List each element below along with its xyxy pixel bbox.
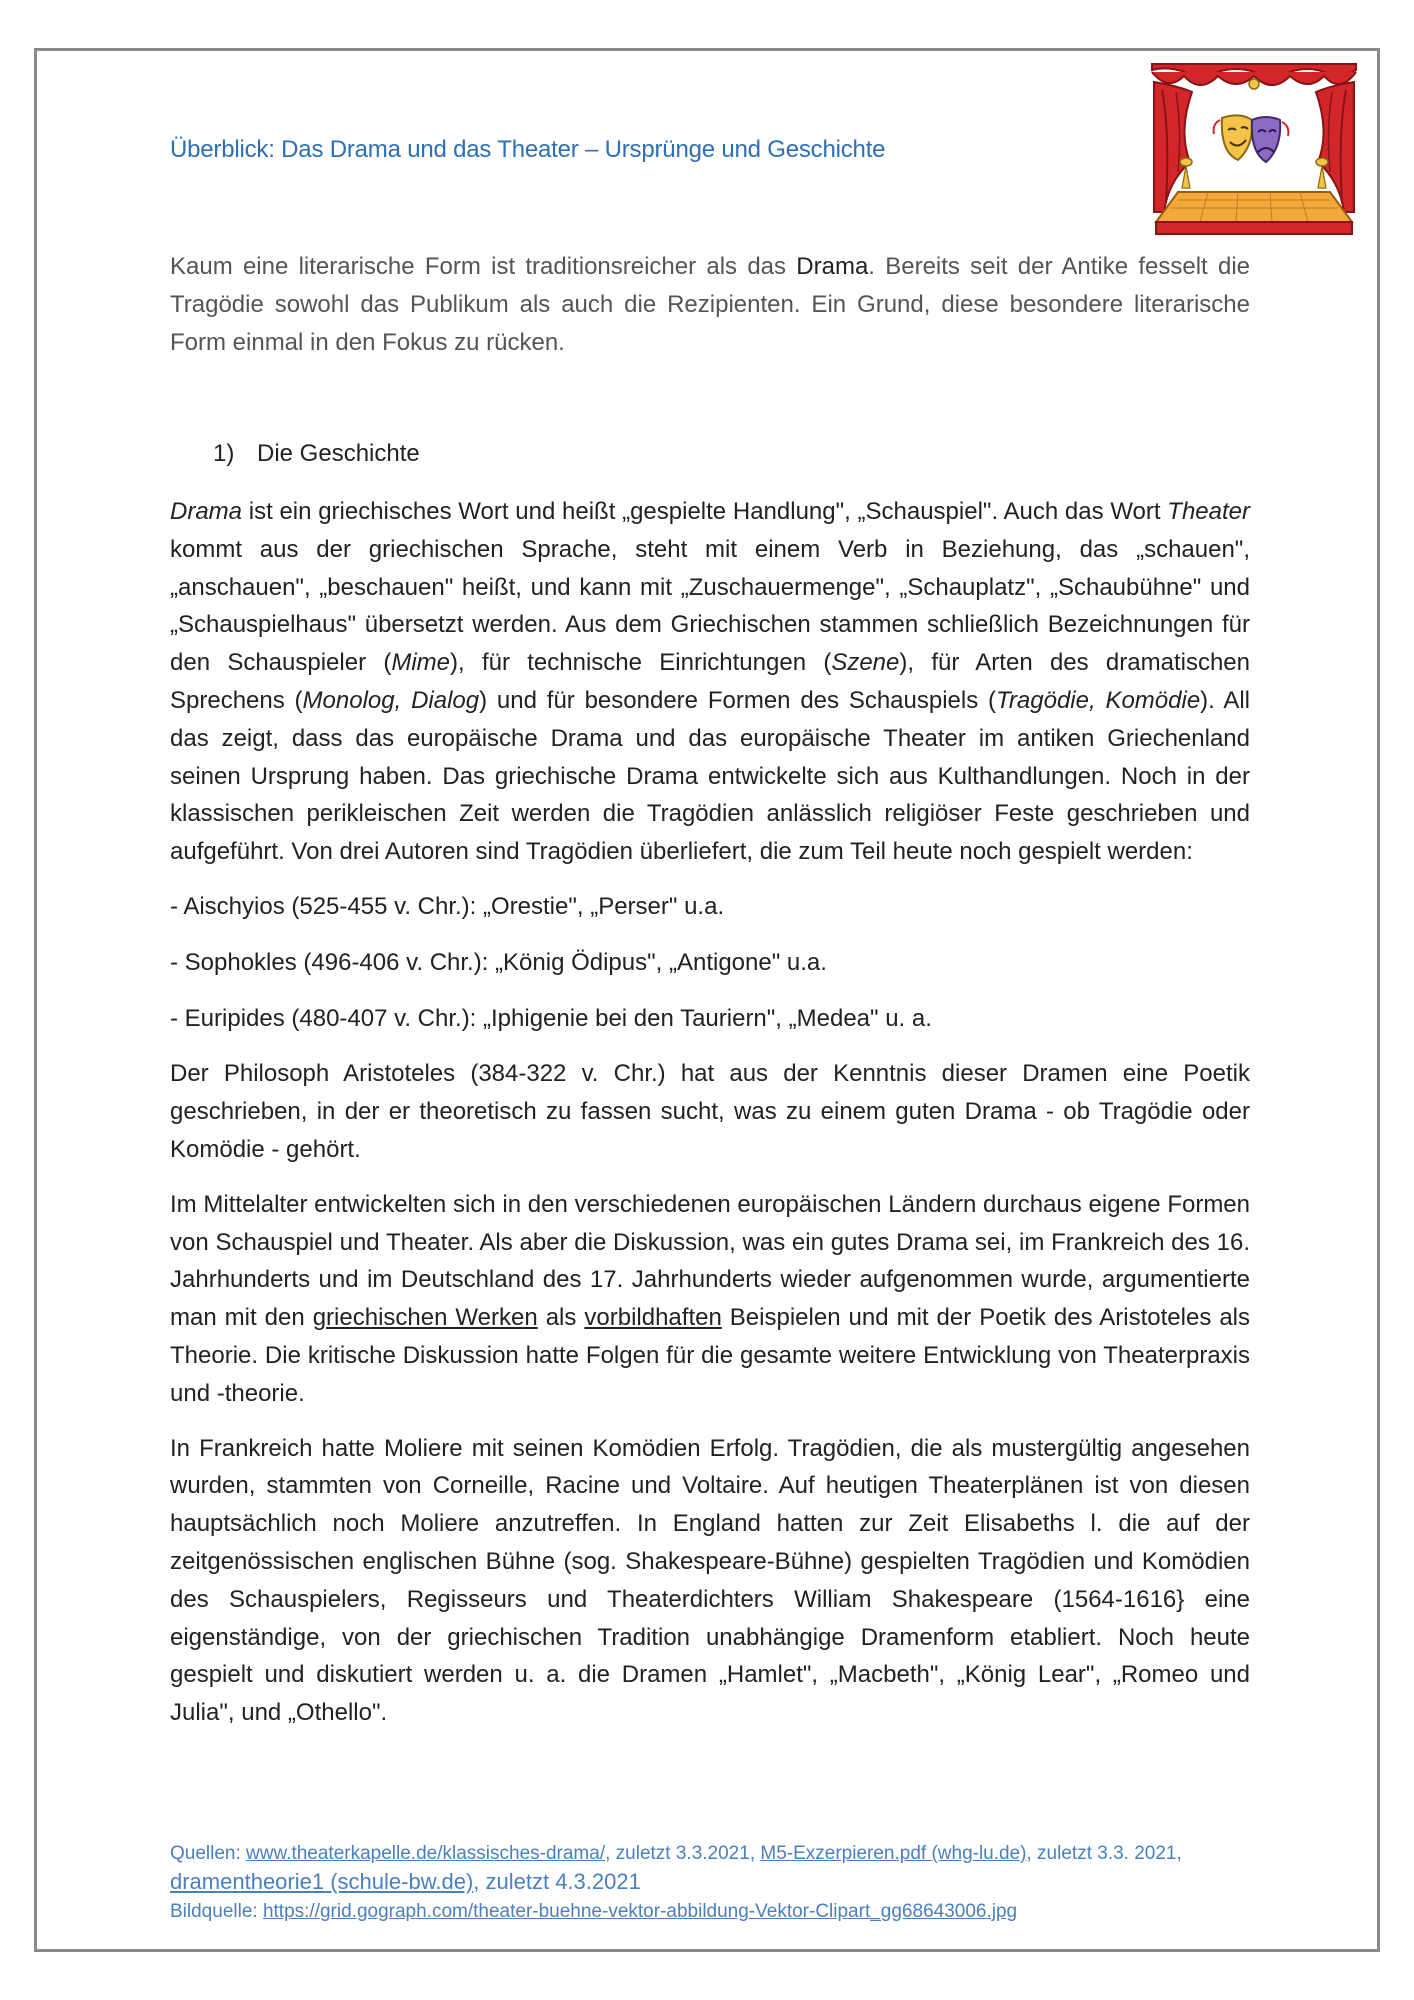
sources-footer: Quellen: www.theaterkapelle.de/klassisches-drama/, zuletzt 3.3.2021, M5-Exzerpieren.pdf (whg-lu.de), zuletzt 3.3. 2021, dramentheorie1 (schule-bw.de), zuletzt 4.3.2021 Bildquelle: https://grid.gograph.com/theater-buehne-vektor-abbildung-Vektor-Clipart_gg68643006.jpg: [170, 1843, 1182, 1922]
list-item: - Euripides (480-407 v. Chr.): „Iphigenie bei den Tauriern", „Medea" u. a.: [170, 1004, 932, 1032]
image-source-link[interactable]: https://grid.gograph.com/theater-buehne-vektor-abbildung-Vektor-Clipart_gg68643006.jpg: [262, 1901, 1018, 1922]
section-heading: [213, 440, 420, 468]
section-title: Die Geschichte: [257, 440, 420, 467]
list-item: - Aischyios (525-455 v. Chr.): „Orestie", „Perser" u.a.: [170, 892, 725, 920]
intro-paragraph: Kaum eine literarische Form ist traditionsreicher als das Drama. Bereits seit der Antike fesselt die Tragödie sowohl das Publikum als auch die Rezipienten. Ein Grund, diese besondere literarische Form einmal in den Fokus zu rücken.: [170, 253, 1251, 356]
section-number: 1): [213, 440, 235, 467]
paragraph-aristoteles: Der Philosoph Aristoteles (384-322 v. Chr.) hat aus der Kenntnis dieser Dramen eine Poetik geschrieben, in der er theoretisch zu fassen sucht, was zu einem guten Drama - ob Tragödie oder Komödie - gehört.: [170, 1060, 1250, 1163]
source-link-whg[interactable]: M5-Exzerpieren.pdf (whg-lu.de): [760, 1843, 1027, 1864]
page-title: Überblick: Das Drama und das Theater – Ursprünge und Geschichte: [170, 136, 886, 163]
keyword-drama: Drama: [796, 253, 869, 280]
source-link-theaterkapelle[interactable]: www.theaterkapelle.de/klassisches-drama/: [246, 1843, 606, 1864]
paragraph-mittelalter: Im Mittelalter entwickelten sich in den verschiedenen europäischen Ländern durchaus eigene Formen von Schauspiel und Theater. Als aber die Diskussion, was ein gutes Drama sei, im Frankreich des 16. Jahrhunderts und im Deutschland des 17. Jahrhunderts wieder aufgenommen wurde, argumentierte man mit den griechischen Werken als vorbildhaften Beispielen und mit der Poetik des Aristoteles als Theorie. Die kritische Diskussion hatte Folgen für die gesamte weitere Entwicklung von Theaterpraxis und -theorie.: [170, 1190, 1251, 1407]
theater-stage-masks-illustration: [1148, 62, 1360, 238]
paragraph-origin: Drama ist ein griechisches Wort und heißt „gespielte Handlung", „Schauspiel". Auch das Wort Theater kommt aus der griechischen Sprache, steht mit einem Verb in Beziehung, das „schauen", „anschauen", „beschauen" heißt, und kann mit „Zuschauermenge", „Schauplatz", „Schaubühne" und „Schauspielhaus" übersetzt werden. Aus dem Griechischen stammen schließlich Bezeichnungen für den Schauspieler (Mime), für technische Einrichtungen (Szene), für Arten des dramatischen Sprechens (Monolog, Dialog) und für besondere Formen des Schauspiels (Tragödie, Komödie). All das zeigt, dass das europäische Drama und das europäische Theater im antiken Griechenland seinen Ursprung haben. Das griechische Drama entwickelte sich aus Kulthandlungen. Noch in der klassischen perikleischen Zeit werden die Tragödien anlässlich religiöser Feste geschrieben und aufgeführt. Von drei Autoren sind Tragödien überliefert, die zum Teil heute noch gespielt werden:: [170, 498, 1250, 866]
list-item: - Sophokles (496-406 v. Chr.): „König Ödipus", „Antigone" u.a.: [170, 948, 827, 976]
source-link-schule-bw[interactable]: dramentheorie1 (schule-bw.de): [170, 1869, 474, 1894]
main-text: [170, 493, 1250, 1749]
paragraph-frankreich-england: In Frankreich hatte Moliere mit seinen Komödien Erfolg. Tragödien, die als mustergültig angesehen wurden, stammten von Corneille, Racine und Voltaire. Auf heutigen Theaterplänen ist von diesen hauptsächlich noch Moliere anzutreffen. In England hatten zur Zeit Elisabeths l. die auf der zeitgenössischen englischen Bühne (sog. Shakespeare-Bühne) gespielten Tragödien und Komödien des Schauspielers, Regisseurs und Theaterdichters William Shakespeare (1564-1616} eine eigenständige, von der griechischen Tradition unabhängige Dramenform etabliert. Noch heute gespielt und diskutiert werden u. a. die Dramen „Hamlet", „Macbeth", „König Lear", „Romeo und Julia", und „Othello".: [170, 1434, 1250, 1727]
